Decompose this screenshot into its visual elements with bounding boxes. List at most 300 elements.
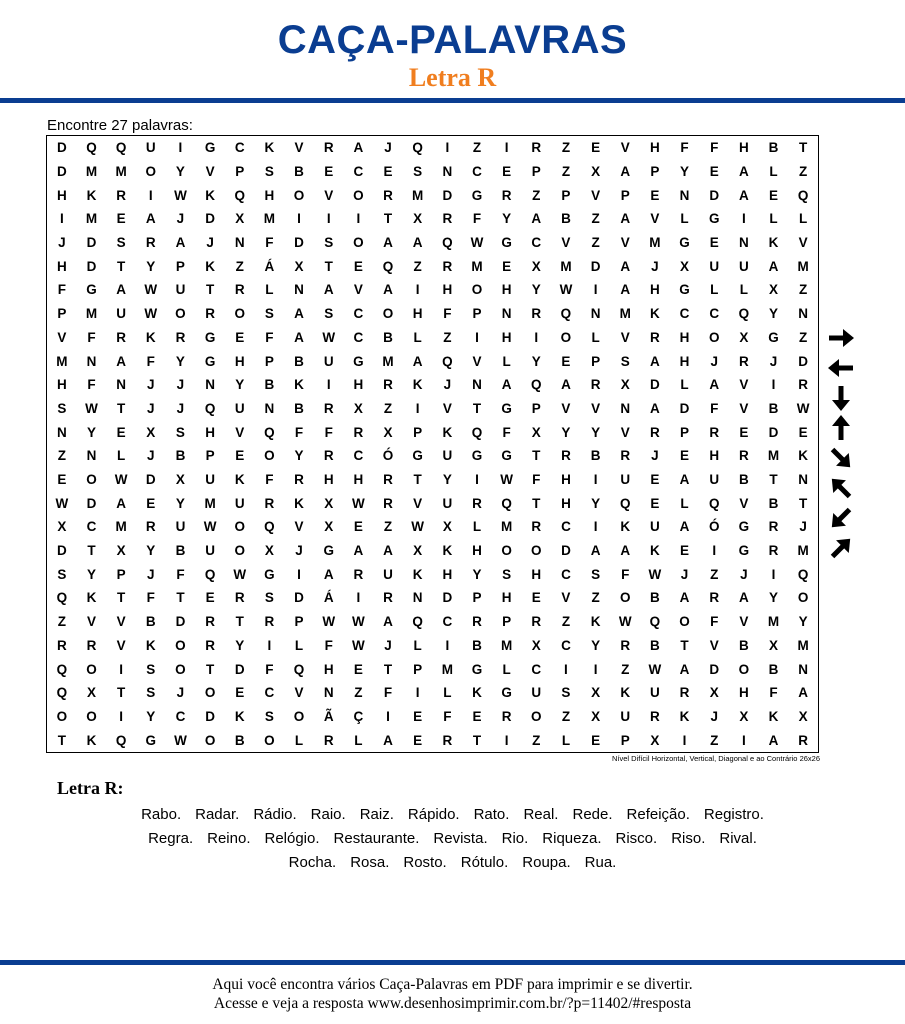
grid-cell[interactable]: S (502, 566, 512, 582)
grid-cell[interactable]: I (415, 282, 420, 298)
grid-cell[interactable]: C (264, 685, 275, 701)
grid-cell[interactable]: J (710, 353, 718, 369)
grid-cell[interactable]: R (798, 732, 809, 748)
grid-cell[interactable]: M (115, 164, 127, 180)
grid-cell[interactable]: O (797, 590, 809, 606)
grid-cell[interactable]: J (384, 140, 392, 156)
grid-cell[interactable]: M (441, 661, 453, 677)
grid-cell[interactable]: W (648, 661, 662, 677)
grid-cell[interactable]: Z (57, 448, 66, 464)
grid-cell[interactable]: Q (56, 590, 68, 606)
grid-cell[interactable]: J (176, 377, 185, 393)
grid-cell[interactable]: J (295, 543, 303, 559)
grid-cell[interactable]: S (264, 306, 274, 322)
grid-cell[interactable]: P (264, 353, 274, 369)
grid-cell[interactable]: R (738, 353, 749, 369)
grid-cell[interactable]: Y (175, 353, 185, 369)
grid-cell[interactable]: W (618, 614, 632, 630)
grid-cell[interactable]: Q (797, 566, 809, 582)
grid-cell[interactable]: L (294, 732, 304, 748)
grid-cell[interactable]: W (322, 614, 336, 630)
grid-cell[interactable]: J (651, 448, 659, 464)
grid-cell[interactable]: W (144, 282, 158, 298)
grid-cell[interactable]: X (294, 258, 304, 274)
grid-cell[interactable]: C (561, 566, 571, 582)
grid-cell[interactable]: Á (264, 258, 275, 274)
grid-cell[interactable]: R (205, 306, 215, 322)
grid-cell[interactable]: X (324, 495, 334, 511)
grid-cell[interactable]: S (413, 164, 423, 180)
grid-cell[interactable]: P (531, 164, 541, 180)
grid-cell[interactable]: B (768, 661, 779, 677)
grid-cell[interactable]: D (175, 614, 186, 630)
grid-cell[interactable]: W (470, 235, 484, 251)
grid-cell[interactable]: Z (710, 732, 719, 748)
grid-cell[interactable]: L (769, 164, 778, 180)
grid-cell[interactable]: V (116, 637, 126, 653)
grid-cell[interactable]: V (739, 377, 749, 393)
grid-cell[interactable]: B (590, 448, 601, 464)
grid-cell[interactable]: X (769, 282, 779, 298)
grid-cell[interactable]: S (324, 306, 334, 322)
grid-cell[interactable]: F (710, 140, 719, 156)
grid-cell[interactable]: Q (264, 519, 275, 535)
grid-cell[interactable]: D (294, 235, 304, 251)
grid-cell[interactable]: W (233, 566, 247, 582)
grid-cell[interactable]: N (205, 377, 215, 393)
grid-cell[interactable]: Y (175, 495, 185, 511)
grid-cell[interactable]: U (442, 448, 453, 464)
grid-cell[interactable]: M (797, 543, 809, 559)
grid-cell[interactable]: N (86, 353, 97, 369)
grid-cell[interactable]: A (798, 685, 809, 701)
grid-cell[interactable]: F (443, 306, 452, 322)
grid-cell[interactable]: M (85, 211, 98, 227)
grid-cell[interactable]: Q (412, 140, 423, 156)
grid-cell[interactable]: M (85, 306, 98, 322)
grid-cell[interactable]: T (205, 282, 215, 298)
grid-cell[interactable]: V (650, 211, 660, 227)
grid-cell[interactable]: B (738, 637, 749, 653)
grid-cell[interactable]: Y (294, 448, 304, 464)
grid-cell[interactable]: N (412, 590, 423, 606)
grid-cell[interactable]: Z (354, 685, 363, 701)
grid-cell[interactable]: R (383, 495, 393, 511)
grid-cell[interactable]: K (442, 424, 453, 440)
grid-cell[interactable]: Y (680, 164, 690, 180)
grid-cell[interactable]: R (294, 472, 304, 488)
grid-cell[interactable]: E (502, 258, 512, 274)
grid-cell[interactable]: Q (382, 258, 394, 274)
grid-cell[interactable]: R (383, 590, 393, 606)
grid-cell[interactable]: I (771, 566, 776, 582)
grid-cell[interactable]: N (442, 164, 453, 180)
grid-cell[interactable]: O (471, 282, 483, 298)
grid-cell[interactable]: G (264, 566, 275, 582)
grid-cell[interactable]: O (679, 614, 690, 630)
grid-cell[interactable]: I (475, 472, 479, 488)
grid-cell[interactable]: K (145, 329, 156, 345)
grid-cell[interactable]: M (382, 353, 394, 369)
grid-cell[interactable]: Z (472, 140, 482, 156)
grid-cell[interactable]: N (679, 187, 690, 203)
grid-cell[interactable]: R (86, 637, 97, 653)
grid-cell[interactable]: J (384, 637, 392, 653)
grid-cell[interactable]: Q (738, 306, 750, 322)
grid-cell[interactable]: B (145, 614, 156, 630)
grid-cell[interactable]: F (710, 400, 719, 416)
grid-cell[interactable]: E (650, 495, 660, 511)
grid-cell[interactable]: G (738, 519, 750, 535)
grid-cell[interactable]: R (768, 543, 779, 559)
grid-cell[interactable]: A (738, 590, 749, 606)
grid-cell[interactable]: O (175, 637, 186, 653)
grid-cell[interactable]: H (501, 329, 512, 345)
grid-cell[interactable]: F (502, 424, 511, 440)
grid-cell[interactable]: F (383, 685, 393, 701)
grid-cell[interactable]: X (591, 708, 601, 724)
grid-cell[interactable]: Z (532, 732, 541, 748)
grid-cell[interactable]: F (265, 235, 274, 251)
grid-cell[interactable]: N (86, 448, 97, 464)
grid-cell[interactable]: X (324, 519, 334, 535)
grid-cell[interactable]: A (768, 732, 779, 748)
grid-cell[interactable]: R (679, 685, 690, 701)
grid-cell[interactable]: Q (471, 424, 483, 440)
grid-cell[interactable]: K (768, 235, 779, 251)
grid-cell[interactable]: I (148, 187, 153, 203)
grid-cell[interactable]: G (204, 353, 216, 369)
grid-cell[interactable]: K (234, 708, 245, 724)
grid-cell[interactable]: X (769, 637, 779, 653)
grid-cell[interactable]: Q (797, 187, 809, 203)
grid-cell[interactable]: G (471, 448, 483, 464)
grid-cell[interactable]: R (323, 732, 334, 748)
grid-cell[interactable]: R (442, 258, 453, 274)
grid-cell[interactable]: Y (769, 306, 779, 322)
grid-cell[interactable]: L (680, 377, 689, 393)
grid-cell[interactable]: H (650, 140, 660, 156)
grid-cell[interactable]: K (472, 685, 482, 701)
grid-cell[interactable]: W (351, 637, 365, 653)
grid-cell[interactable]: Z (591, 590, 600, 606)
grid-cell[interactable]: A (620, 211, 631, 227)
grid-cell[interactable]: W (322, 329, 336, 345)
grid-cell[interactable]: O (204, 732, 216, 748)
grid-cell[interactable]: V (472, 353, 482, 369)
grid-cell[interactable]: C (679, 306, 690, 322)
grid-cell[interactable]: M (767, 614, 780, 630)
grid-cell[interactable]: E (650, 472, 660, 488)
grid-cell[interactable]: M (85, 164, 98, 180)
grid-cell[interactable]: N (56, 424, 67, 440)
grid-cell[interactable]: C (234, 140, 245, 156)
grid-cell[interactable]: U (323, 353, 334, 369)
grid-cell[interactable]: F (324, 424, 333, 440)
grid-cell[interactable]: A (650, 400, 660, 416)
grid-cell[interactable]: E (205, 590, 215, 606)
grid-cell[interactable]: O (738, 661, 750, 677)
grid-cell[interactable]: D (205, 708, 215, 724)
grid-cell[interactable]: E (235, 685, 245, 701)
grid-cell[interactable]: R (590, 377, 601, 393)
grid-cell[interactable]: X (442, 519, 452, 535)
grid-cell[interactable]: H (738, 685, 749, 701)
grid-cell[interactable]: F (769, 685, 778, 701)
grid-cell[interactable]: I (445, 140, 450, 156)
grid-cell[interactable]: F (87, 329, 96, 345)
grid-cell[interactable]: K (294, 495, 304, 511)
grid-cell[interactable]: S (620, 353, 630, 369)
grid-cell[interactable]: T (532, 448, 541, 464)
grid-cell[interactable]: V (57, 329, 67, 345)
grid-cell[interactable]: B (650, 590, 660, 606)
grid-cell[interactable]: W (648, 566, 662, 582)
grid-cell[interactable]: I (119, 708, 123, 724)
grid-cell[interactable]: R (650, 424, 660, 440)
grid-cell[interactable]: G (501, 235, 512, 251)
grid-cell[interactable]: V (324, 187, 334, 203)
grid-cell[interactable]: S (264, 708, 274, 724)
word-search-grid[interactable] (46, 135, 819, 753)
grid-cell[interactable]: X (531, 637, 541, 653)
grid-cell[interactable]: M (471, 258, 483, 274)
grid-cell[interactable]: E (798, 424, 808, 440)
grid-cell[interactable]: K (650, 543, 660, 559)
grid-cell[interactable]: R (561, 448, 571, 464)
grid-cell[interactable]: R (56, 637, 67, 653)
grid-cell[interactable]: R (531, 614, 542, 630)
grid-cell[interactable]: X (353, 400, 363, 416)
grid-cell[interactable]: X (531, 258, 541, 274)
grid-cell[interactable]: D (86, 495, 97, 511)
grid-cell[interactable]: E (472, 708, 482, 724)
grid-cell[interactable]: H (442, 282, 453, 298)
grid-cell[interactable]: F (621, 566, 630, 582)
grid-cell[interactable]: I (297, 566, 301, 582)
grid-cell[interactable]: J (147, 400, 155, 416)
grid-cell[interactable]: R (501, 708, 512, 724)
grid-cell[interactable]: K (798, 448, 809, 464)
grid-cell[interactable]: R (383, 472, 393, 488)
grid-cell[interactable]: Q (264, 424, 275, 440)
grid-cell[interactable]: H (650, 282, 660, 298)
grid-cell[interactable]: B (294, 353, 304, 369)
grid-cell[interactable]: X (383, 424, 393, 440)
grid-cell[interactable]: A (353, 543, 364, 559)
grid-cell[interactable]: I (326, 377, 331, 393)
grid-cell[interactable]: E (353, 258, 363, 274)
grid-cell[interactable]: P (116, 566, 126, 582)
grid-cell[interactable]: M (501, 519, 513, 535)
grid-cell[interactable]: N (472, 377, 482, 393)
grid-cell[interactable]: T (235, 614, 244, 630)
grid-cell[interactable]: N (798, 306, 809, 322)
grid-cell[interactable]: D (56, 543, 67, 559)
grid-cell[interactable]: M (56, 353, 68, 369)
grid-cell[interactable]: R (472, 614, 482, 630)
grid-cell[interactable]: R (234, 282, 245, 298)
grid-cell[interactable]: V (294, 140, 304, 156)
grid-cell[interactable]: L (769, 211, 778, 227)
grid-cell[interactable]: A (650, 353, 660, 369)
grid-cell[interactable]: U (234, 495, 245, 511)
grid-cell[interactable]: G (145, 732, 157, 748)
grid-cell[interactable]: B (383, 329, 393, 345)
grid-cell[interactable]: J (769, 353, 778, 369)
grid-cell[interactable]: Z (57, 614, 66, 630)
grid-cell[interactable]: I (415, 400, 420, 416)
grid-cell[interactable]: H (56, 258, 67, 274)
grid-cell[interactable]: D (86, 235, 97, 251)
grid-cell[interactable]: N (294, 282, 304, 298)
grid-cell[interactable]: R (323, 400, 334, 416)
grid-cell[interactable]: X (413, 211, 423, 227)
grid-cell[interactable]: V (620, 424, 630, 440)
grid-cell[interactable]: Y (591, 637, 601, 653)
grid-cell[interactable]: Q (619, 495, 631, 511)
grid-cell[interactable]: A (145, 211, 156, 227)
grid-cell[interactable]: T (472, 732, 482, 748)
grid-cell[interactable]: F (176, 566, 185, 582)
grid-cell[interactable]: O (531, 708, 542, 724)
grid-cell[interactable]: A (620, 164, 631, 180)
grid-cell[interactable]: Y (769, 590, 779, 606)
grid-cell[interactable]: D (205, 211, 215, 227)
grid-cell[interactable]: K (86, 187, 97, 203)
grid-cell[interactable]: S (116, 235, 126, 251)
grid-cell[interactable]: Z (799, 282, 808, 298)
grid-cell[interactable]: G (323, 543, 334, 559)
grid-cell[interactable]: D (798, 353, 809, 369)
grid-cell[interactable]: Y (175, 164, 185, 180)
grid-cell[interactable]: A (531, 211, 542, 227)
grid-cell[interactable]: H (501, 282, 512, 298)
grid-cell[interactable]: G (353, 353, 364, 369)
grid-cell[interactable]: E (502, 164, 512, 180)
grid-cell[interactable]: C (561, 637, 571, 653)
grid-cell[interactable]: D (679, 400, 690, 416)
grid-cell[interactable]: Y (442, 472, 452, 488)
grid-cell[interactable]: E (353, 519, 363, 535)
grid-cell[interactable]: N (323, 685, 334, 701)
grid-cell[interactable]: T (57, 732, 66, 748)
grid-cell[interactable]: M (649, 235, 661, 251)
grid-cell[interactable]: B (738, 472, 749, 488)
grid-cell[interactable]: P (57, 306, 67, 322)
grid-cell[interactable]: S (146, 685, 156, 701)
grid-cell[interactable]: X (591, 164, 601, 180)
grid-cell[interactable]: C (86, 519, 97, 535)
grid-cell[interactable]: Ó (382, 448, 394, 464)
grid-cell[interactable]: Z (621, 661, 630, 677)
grid-cell[interactable]: H (679, 353, 690, 369)
grid-cell[interactable]: N (738, 235, 749, 251)
grid-cell[interactable]: F (324, 637, 333, 653)
grid-cell[interactable]: Z (799, 164, 808, 180)
grid-cell[interactable]: I (564, 661, 568, 677)
grid-cell[interactable]: L (739, 282, 748, 298)
grid-cell[interactable]: W (351, 495, 365, 511)
grid-cell[interactable]: R (353, 424, 364, 440)
grid-cell[interactable]: D (442, 187, 453, 203)
grid-cell[interactable]: K (620, 519, 631, 535)
grid-cell[interactable]: E (769, 187, 779, 203)
grid-cell[interactable]: O (293, 708, 305, 724)
grid-cell[interactable]: U (709, 258, 720, 274)
grid-cell[interactable]: D (56, 164, 67, 180)
grid-cell[interactable]: F (680, 140, 689, 156)
grid-cell[interactable]: A (116, 282, 126, 298)
grid-cell[interactable]: I (356, 211, 361, 227)
grid-cell[interactable]: A (679, 661, 690, 677)
grid-cell[interactable]: A (768, 258, 779, 274)
grid-cell[interactable]: I (297, 211, 301, 227)
grid-cell[interactable]: H (56, 187, 67, 203)
grid-cell[interactable]: U (205, 472, 215, 488)
grid-cell[interactable]: O (619, 590, 631, 606)
grid-cell[interactable]: T (383, 661, 393, 677)
grid-cell[interactable]: Z (591, 235, 600, 251)
grid-cell[interactable]: A (620, 543, 631, 559)
grid-cell[interactable]: C (175, 708, 186, 724)
grid-cell[interactable]: X (413, 543, 423, 559)
grid-cell[interactable]: E (591, 732, 601, 748)
grid-cell[interactable]: U (738, 258, 749, 274)
grid-cell[interactable]: F (57, 282, 66, 298)
grid-cell[interactable]: O (264, 732, 275, 748)
grid-cell[interactable]: G (412, 448, 423, 464)
grid-cell[interactable]: K (205, 187, 215, 203)
grid-cell[interactable]: K (234, 472, 245, 488)
grid-cell[interactable]: H (561, 495, 571, 511)
grid-cell[interactable]: W (559, 282, 573, 298)
grid-cell[interactable]: H (353, 472, 364, 488)
grid-cell[interactable]: H (323, 472, 334, 488)
grid-cell[interactable]: A (620, 258, 631, 274)
grid-cell[interactable]: D (442, 590, 453, 606)
grid-cell[interactable]: W (85, 400, 98, 416)
grid-cell[interactable]: Z (799, 329, 808, 345)
grid-cell[interactable]: Z (443, 329, 452, 345)
grid-cell[interactable]: E (561, 353, 571, 369)
grid-cell[interactable]: B (294, 400, 304, 416)
grid-cell[interactable]: F (443, 708, 452, 724)
grid-cell[interactable]: A (590, 543, 601, 559)
grid-cell[interactable]: Y (146, 543, 156, 559)
grid-cell[interactable]: U (650, 685, 660, 701)
grid-cell[interactable]: J (58, 235, 66, 251)
grid-cell[interactable]: T (413, 472, 422, 488)
grid-cell[interactable]: H (561, 472, 571, 488)
grid-cell[interactable]: K (650, 306, 660, 322)
grid-cell[interactable]: A (383, 543, 393, 559)
grid-cell[interactable]: A (294, 306, 304, 322)
grid-cell[interactable]: P (175, 258, 185, 274)
grid-cell[interactable]: Z (383, 519, 393, 535)
grid-cell[interactable]: H (531, 566, 542, 582)
grid-cell[interactable]: E (235, 329, 245, 345)
grid-cell[interactable]: B (264, 377, 275, 393)
grid-cell[interactable]: M (619, 306, 631, 322)
grid-cell[interactable]: C (353, 164, 364, 180)
grid-cell[interactable]: I (593, 661, 598, 677)
grid-cell[interactable]: I (386, 708, 390, 724)
grid-cell[interactable]: H (679, 329, 690, 345)
grid-cell[interactable]: L (294, 637, 304, 653)
grid-cell[interactable]: X (146, 424, 156, 440)
grid-cell[interactable]: J (206, 235, 214, 251)
